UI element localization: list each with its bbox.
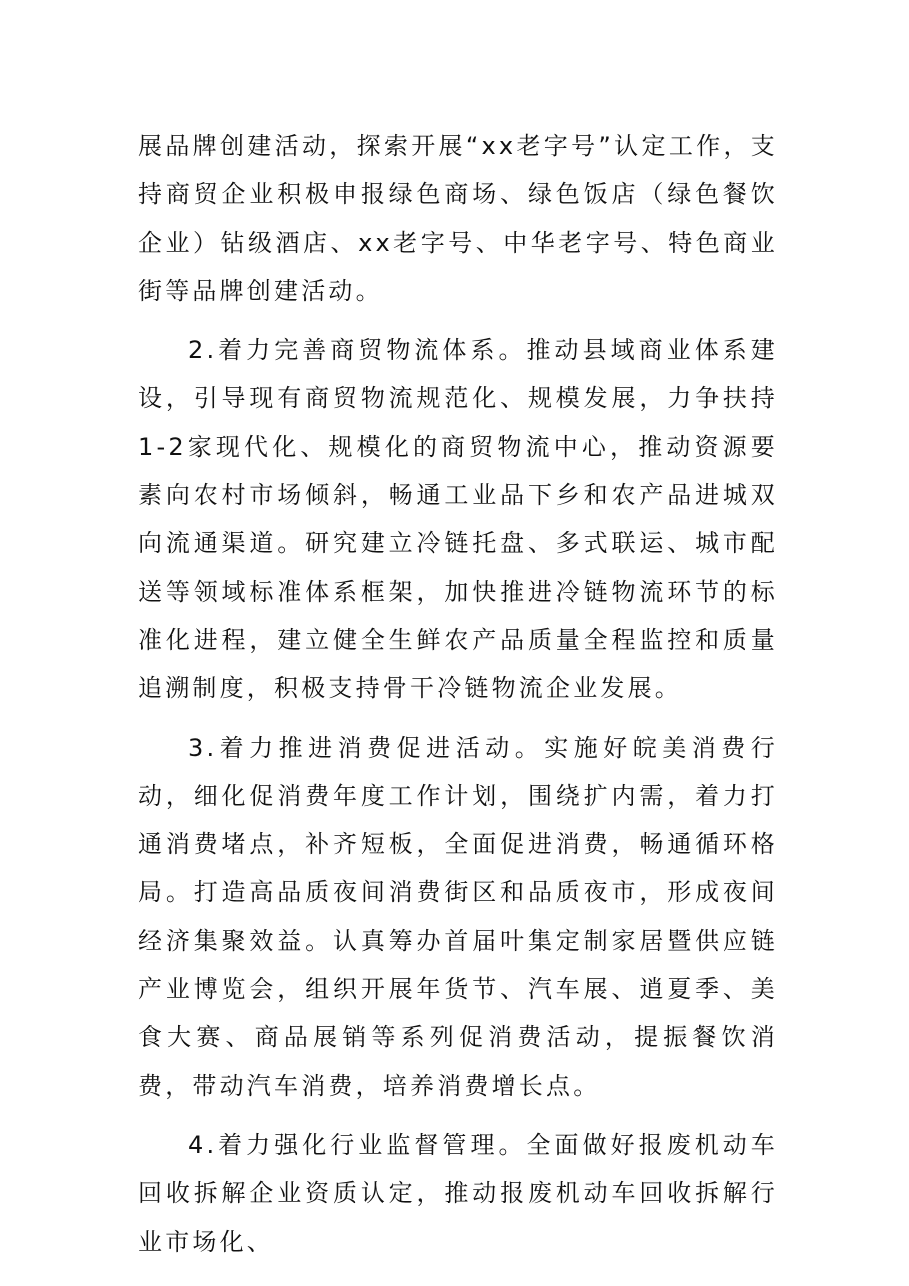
paragraph-consumption-promotion: 3.着力推进消费促进活动。实施好皖美消费行动，细化促消费年度工作计划，围绕扩内需，着力打通消费堵点，补齐短板，全面促进消费，畅通循环格局。打造高品质夜间消费街区和品质夜市，形成夜间经济集聚效益。认真筹办首届叶集定制家居暨供应链产业博览会，组织开展年货节、汽车展、逍夏季、美食大赛、商品展销等系列促消费活动，提振餐饮消费，带动汽车消费，培养消费增长点。: [138, 733, 778, 1100]
paragraph-industry-supervision: 4.着力强化行业监督管理。全面做好报废机动车回收拆解企业资质认定，推动报废机动车回收拆解行业市场化、: [138, 1130, 778, 1256]
document-body: [138, 122, 778, 1277]
paragraph-brand-creation: 展品牌创建活动，探索开展“xx老字号”认定工作，支持商贸企业积极申报绿色商场、绿色饭店（绿色餐饮企业）钻级酒店、xx老字号、中华老字号、特色商业街等品牌创建活动。: [138, 132, 778, 305]
paragraph-logistics-system: 2.着力完善商贸物流体系。推动县域商业体系建设，引导现有商贸物流规范化、规模发展，力争扶持1-2家现代化、规模化的商贸物流中心，推动资源要素向农村市场倾斜，畅通工业品下乡和农产品进城双向流通渠道。研究建立冷链托盘、多式联运、城市配送等领域标准体系框架，加快推进冷链物流环节的标准化进程，建立健全生鲜农产品质量全程监控和质量追溯制度，积极支持骨干冷链物流企业发展。: [138, 336, 778, 703]
